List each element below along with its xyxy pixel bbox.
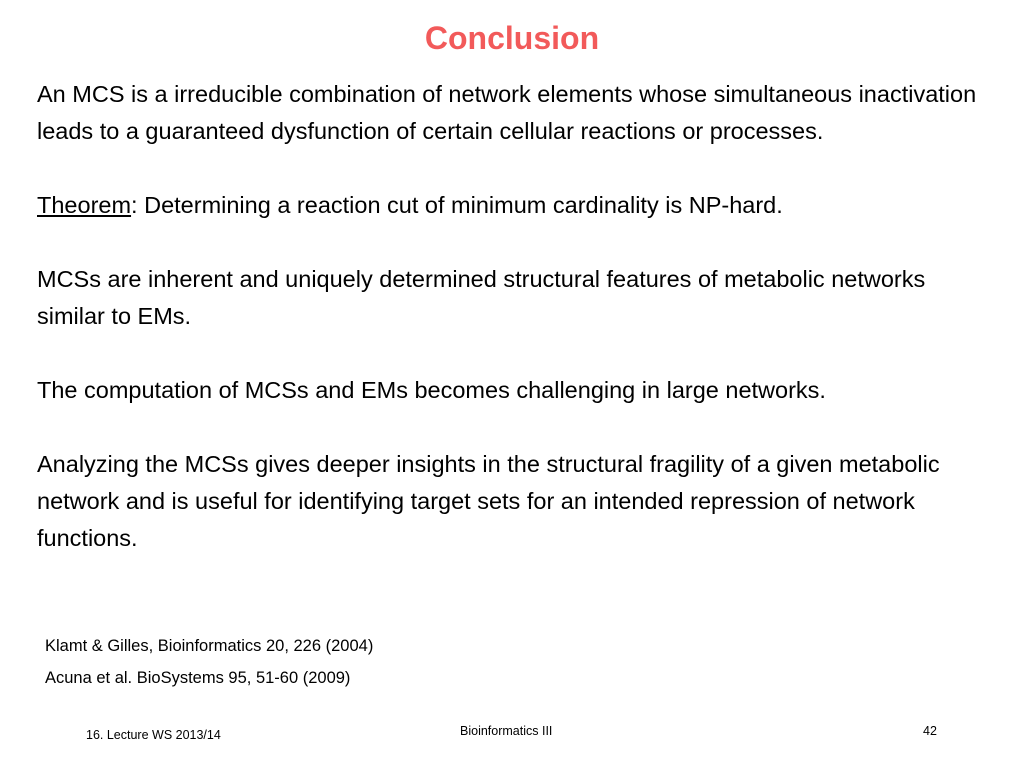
page-number: 42 bbox=[923, 724, 937, 738]
paragraph-theorem bbox=[37, 187, 977, 224]
theorem-label: Theorem bbox=[37, 192, 132, 218]
footer-course: Bioinformatics III bbox=[460, 724, 553, 738]
paragraph-mcs-definition: An MCS is a irreducible combination of network elements whose simultaneous inactivation leads to a guaranteed dysfunction of certain cellular reactions or processes. bbox=[37, 81, 977, 144]
reference-item: Klamt & Gilles, Bioinformatics 20, 226 (2004) bbox=[45, 637, 374, 655]
footer-lecture: 16. Lecture WS 2013/14 bbox=[86, 728, 221, 742]
reference-item: Acuna et al. BioSystems 95, 51-60 (2009) bbox=[45, 669, 351, 687]
paragraph-analysis: Analyzing the MCSs gives deeper insights in the structural fragility of a given metabolic network and is useful for identifying target sets for an intended repression of network functions. bbox=[37, 451, 940, 551]
paragraph-mcs-features: MCSs are inherent and uniquely determined structural features of metabolic networks similar to EMs. bbox=[37, 266, 926, 329]
slide-title: Conclusion bbox=[424, 20, 600, 56]
references bbox=[45, 630, 373, 694]
theorem-text: : Determining a reaction cut of minimum cardinality is NP-hard. bbox=[131, 192, 783, 218]
slide-body bbox=[37, 76, 977, 557]
paragraph-computation: The computation of MCSs and EMs becomes challenging in large networks. bbox=[37, 377, 826, 403]
